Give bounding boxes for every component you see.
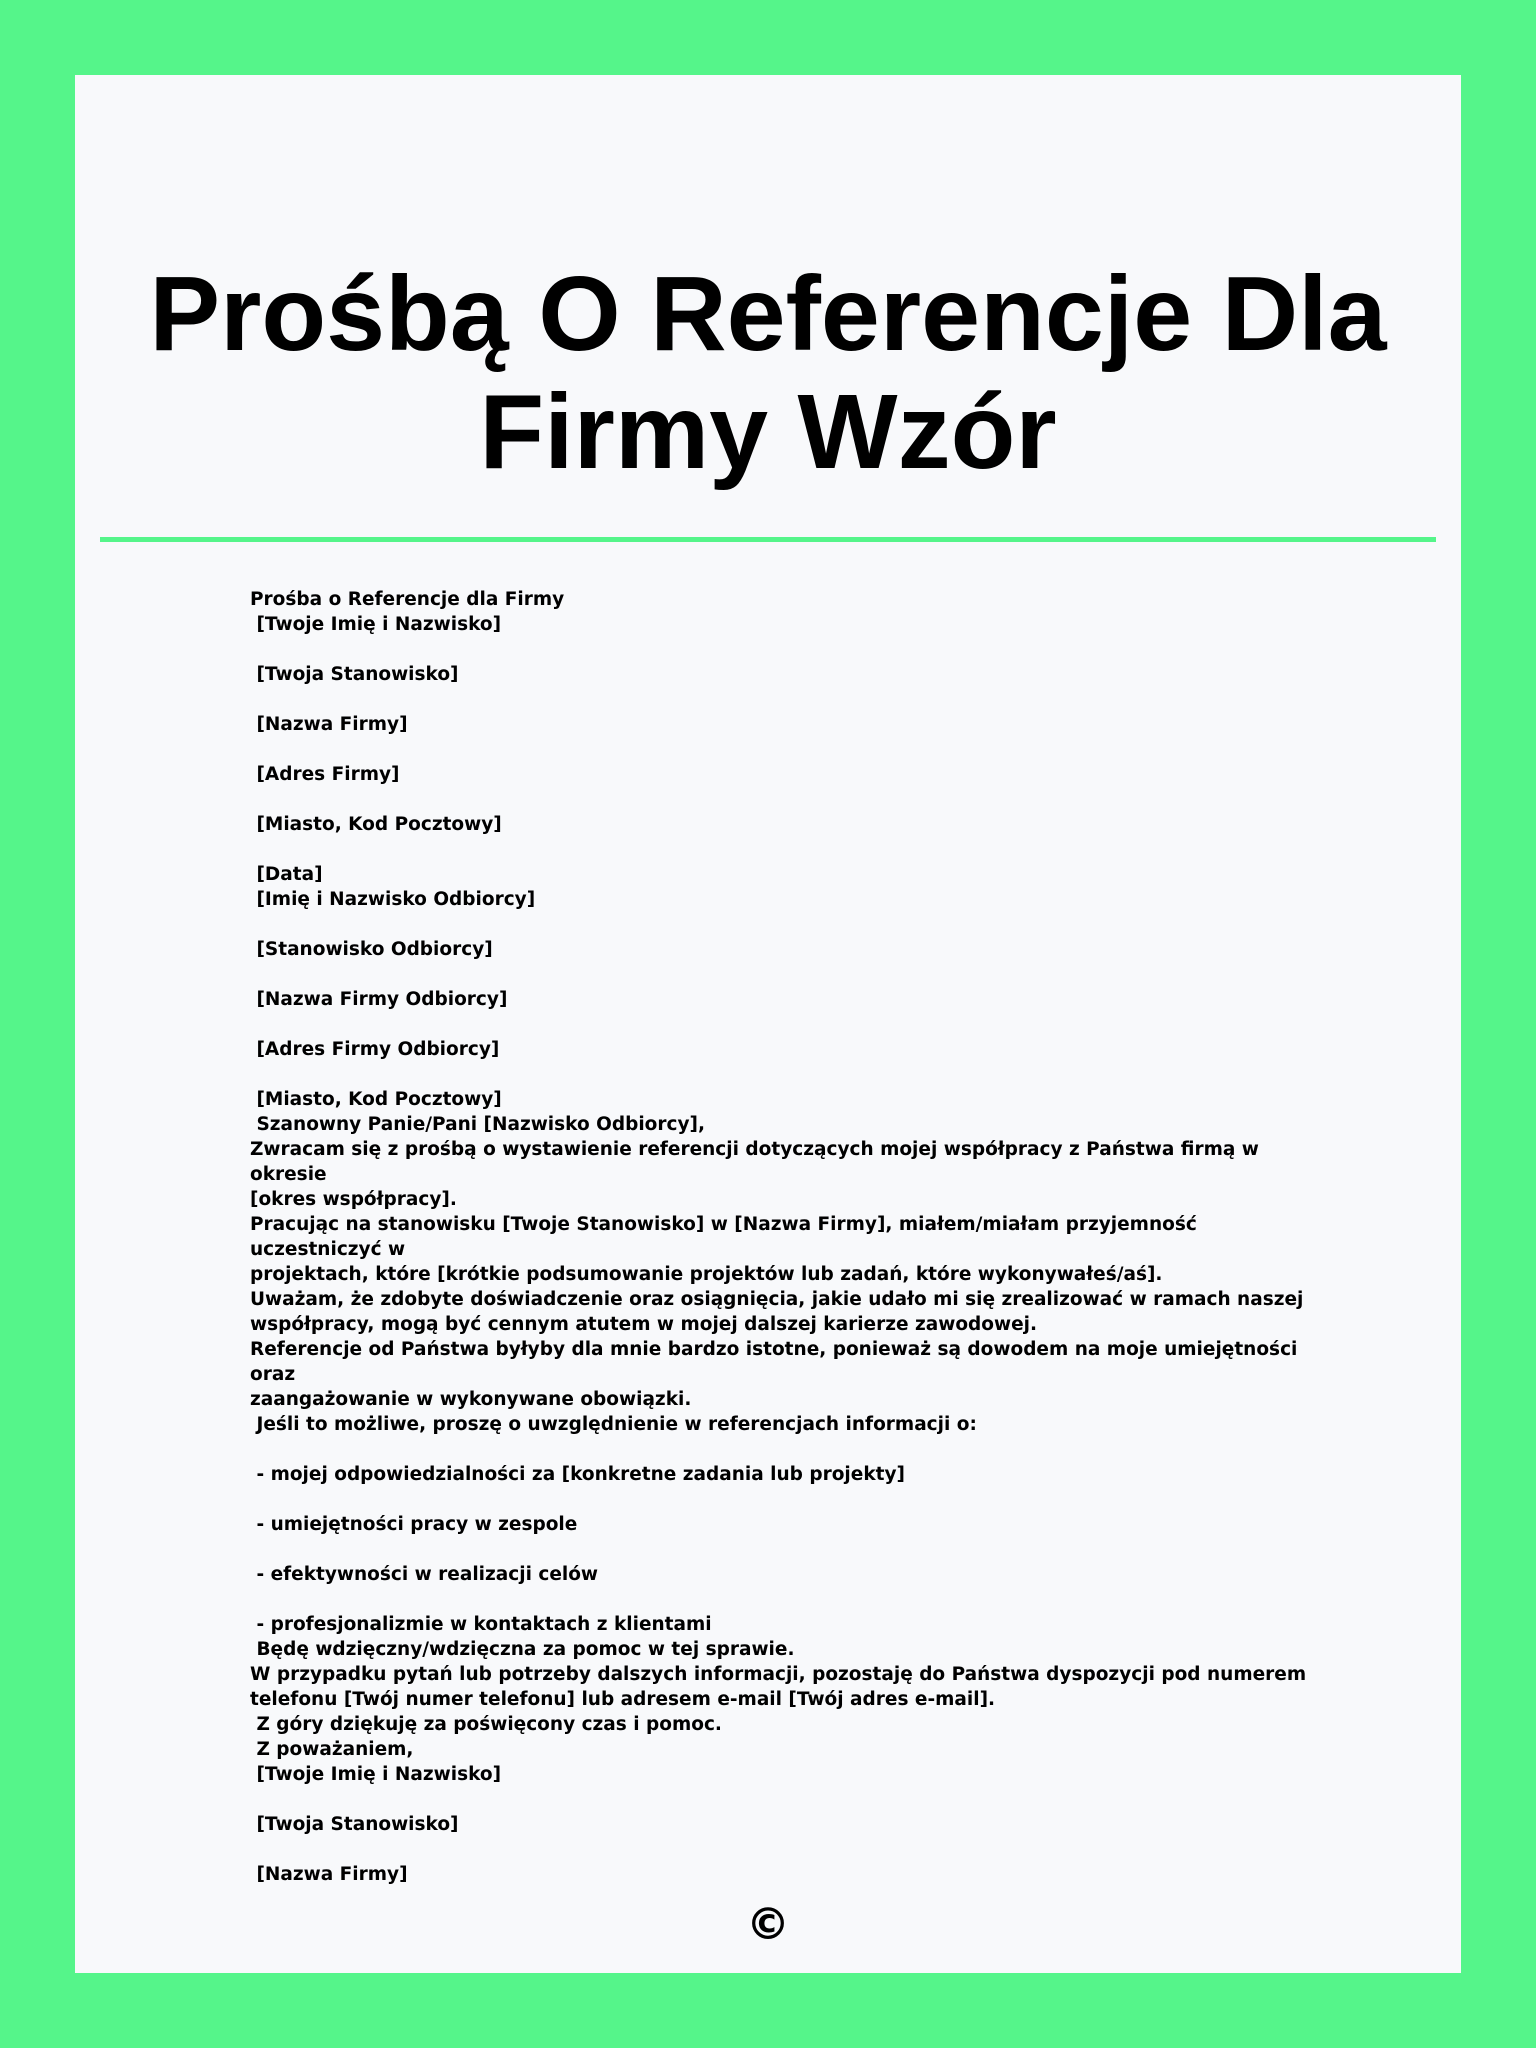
letter-line: Z poważaniem, [250,1739,414,1760]
letter-line: - efektywności w realizacji celów [250,1564,599,1585]
letter-line: - umiejętności pracy w zespole [250,1514,578,1535]
letter-line: - profesjonalizmie w kontaktach z klientami [250,1614,712,1635]
letter-line: [Twoje Imię i Nazwisko] [250,1764,502,1785]
letter-line [250,1012,1310,1037]
title-divider [100,537,1436,542]
letter-line: [Miasto, Kod Pocztowy] [250,1089,502,1110]
letter-line: [Adres Firmy] [250,764,400,785]
letter-line: [Miasto, Kod Pocztowy] [250,814,502,835]
letter-line [250,1587,1310,1612]
letter-line: [Data] [250,864,323,885]
letter-line [250,837,1310,862]
letter-line: telefonu [Twój numer telefonu] lub adresem e-mail [Twój adres e-mail]. [250,1689,996,1710]
letter-line: Szanowny Panie/Pani [Nazwisko Odbiorcy], [250,1114,706,1135]
letter-line [250,787,1310,812]
letter-line [250,687,1310,712]
letter-line: W przypadku pytań lub potrzeby dalszych informacji, pozostaję do Państwa dyspozycji pod numerem [250,1664,1307,1685]
copyright-symbol: © [746,1899,790,1950]
letter-line: [Imię i Nazwisko Odbiorcy] [250,889,536,910]
letter-line: Jeśli to możliwe, proszę o uwzględnienie w referencjach informacji o: [250,1414,977,1435]
letter-line: Pracując na stanowisku [Twoje Stanowisko] w [Nazwa Firmy], miałem/miałam przyjemność uczestniczyć w [250,1214,1204,1260]
letter-line: zaangażowanie w wykonywane obowiązki. [250,1389,692,1410]
letter-line: Zwracam się z prośbą o wystawienie referencji dotyczących mojej współpracy z Państwa firmą w okresie [250,1139,1266,1185]
letter-line: Prośba o Referencje dla Firmy [250,589,565,610]
letter-line: projektach, które [krótkie podsumowanie projektów lub zadań, które wykonywałeś/aś]. [250,1264,1163,1285]
letter-line [250,1437,1310,1462]
letter-line [250,637,1310,662]
letter-line [250,1487,1310,1512]
letter-line [250,912,1310,937]
letter-line: Z góry dziękuję za poświęcony czas i pomoc. [250,1714,722,1735]
letter-line [250,1837,1310,1862]
document-title: Prośbą O Referencje Dla Firmy Wzór [149,255,1387,491]
letter-line: [Nazwa Firmy Odbiorcy] [250,989,508,1010]
letter-body [250,587,1310,1887]
letter-line: Referencje od Państwa byłyby dla mnie bardzo istotne, ponieważ są dowodem na moje umiejętności oraz [250,1339,1304,1385]
letter-line: współpracy, mogą być cennym atutem w mojej dalszej karierze zawodowej. [250,1314,1037,1335]
letter-line: [Nazwa Firmy] [250,1864,408,1885]
letter-line [250,1787,1310,1812]
letter-line: [Twoja Stanowisko] [250,664,459,685]
letter-line: [Twoje Imię i Nazwisko] [250,614,502,635]
letter-line: [Stanowisko Odbiorcy] [250,939,493,960]
letter-line: Będę wdzięczny/wdzięczna za pomoc w tej sprawie. [250,1639,795,1660]
letter-line: Uważam, że zdobyte doświadczenie oraz osiągnięcia, jakie udało mi się zrealizować w ramach naszej [250,1289,1304,1310]
letter-line [250,1537,1310,1562]
letter-line [250,737,1310,762]
letter-line: - mojej odpowiedzialności za [konkretne zadania lub projekty] [250,1464,905,1485]
letter-line: [Adres Firmy Odbiorcy] [250,1039,500,1060]
letter-line: [okres współpracy]. [250,1189,457,1210]
letter-line [250,1062,1310,1087]
document-page [75,75,1461,1973]
letter-line: [Nazwa Firmy] [250,714,408,735]
letter-line: [Twoja Stanowisko] [250,1814,459,1835]
letter-line [250,962,1310,987]
